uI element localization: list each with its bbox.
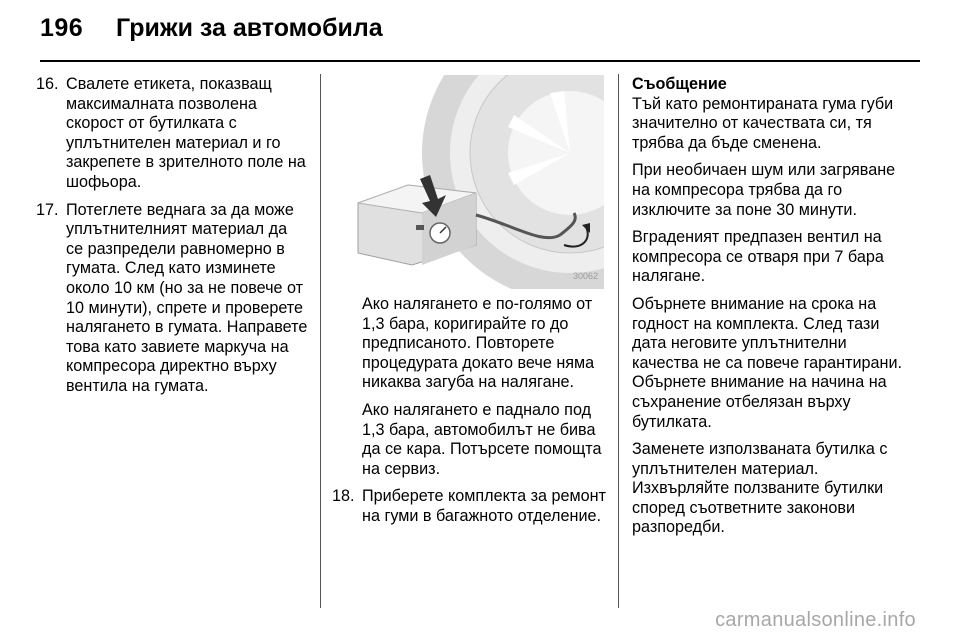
step-number: 17. [36,200,59,219]
step-text: Потеглете веднага за да може уплътнителният материал да се разпредели равномерно в гумата. След като изминете около 10 км (но за не повече от 10 минути), спрете и проверете налягането в гумата. Направете това като завиете маркуча на компресора директно върху вентила на гумата. [66,200,308,395]
watermark: carmanualsonline.info [715,609,916,631]
paragraph: При необичаен шум или загряване на компресора трябва да го изключите за поне 30 минути. [632,161,896,219]
step-text: Приберете комплекта за ремонт на гуми в багажното отделение. [362,487,606,525]
note-title: Съобщение [632,75,727,93]
figure-id: 30062 [572,271,598,282]
compressor-tire-drawing [338,75,604,289]
column-divider-1 [320,74,321,608]
step-text: Свалете етикета, показващ максималната позволена скорост от бутилката с уплътнителен материал и го закрепете в зрителното поле на шофьора. [66,75,306,191]
page-number: 196 [40,14,84,42]
pressure-high-paragraph: Ако налягането е по-голямо от 1,3 бара, коригирайте го до предписаното. Повторете процедурата докато вече няма никаква загуба на налягане. [362,295,595,392]
note-text: Тъй като ремонтираната гума губи значително от качествата си, тя трябва да бъде сменена. [632,94,894,152]
column-right [632,75,904,546]
step-number: 16. [36,75,59,93]
power-switch [416,225,424,230]
paragraph: Обърнете внимание на срока на годност на комплекта. След тази дата неговите уплътнителни качества не са повече гарантирани. Обърнете внимание на начина на съхранение отбелязан върху бутилката. [632,294,903,431]
paragraph: Вграденият предпазен вентил на компресора се отваря при 7 бара налягане. [632,228,884,286]
column-left [36,75,308,405]
step-16 [36,75,308,193]
step-18 [332,487,608,526]
pressure-low-paragraph: Ако налягането е паднало под 1,3 бара, автомобилът не бива да се кара. Потърсете помощта на сервиз. [362,400,602,478]
page-header [40,14,383,50]
step-number: 18. [332,487,355,506]
compressor-illustration [338,75,604,289]
page-title: Грижи за автомобила [116,14,383,42]
header-divider [40,60,920,62]
paragraph: Заменете използваната бутилка с уплътнителен материал. Изхвърляйте ползваните бутилки според съответните законови разпоредби. [632,440,888,537]
column-middle [332,75,608,535]
step-17 [36,201,308,397]
column-divider-2 [618,74,619,608]
